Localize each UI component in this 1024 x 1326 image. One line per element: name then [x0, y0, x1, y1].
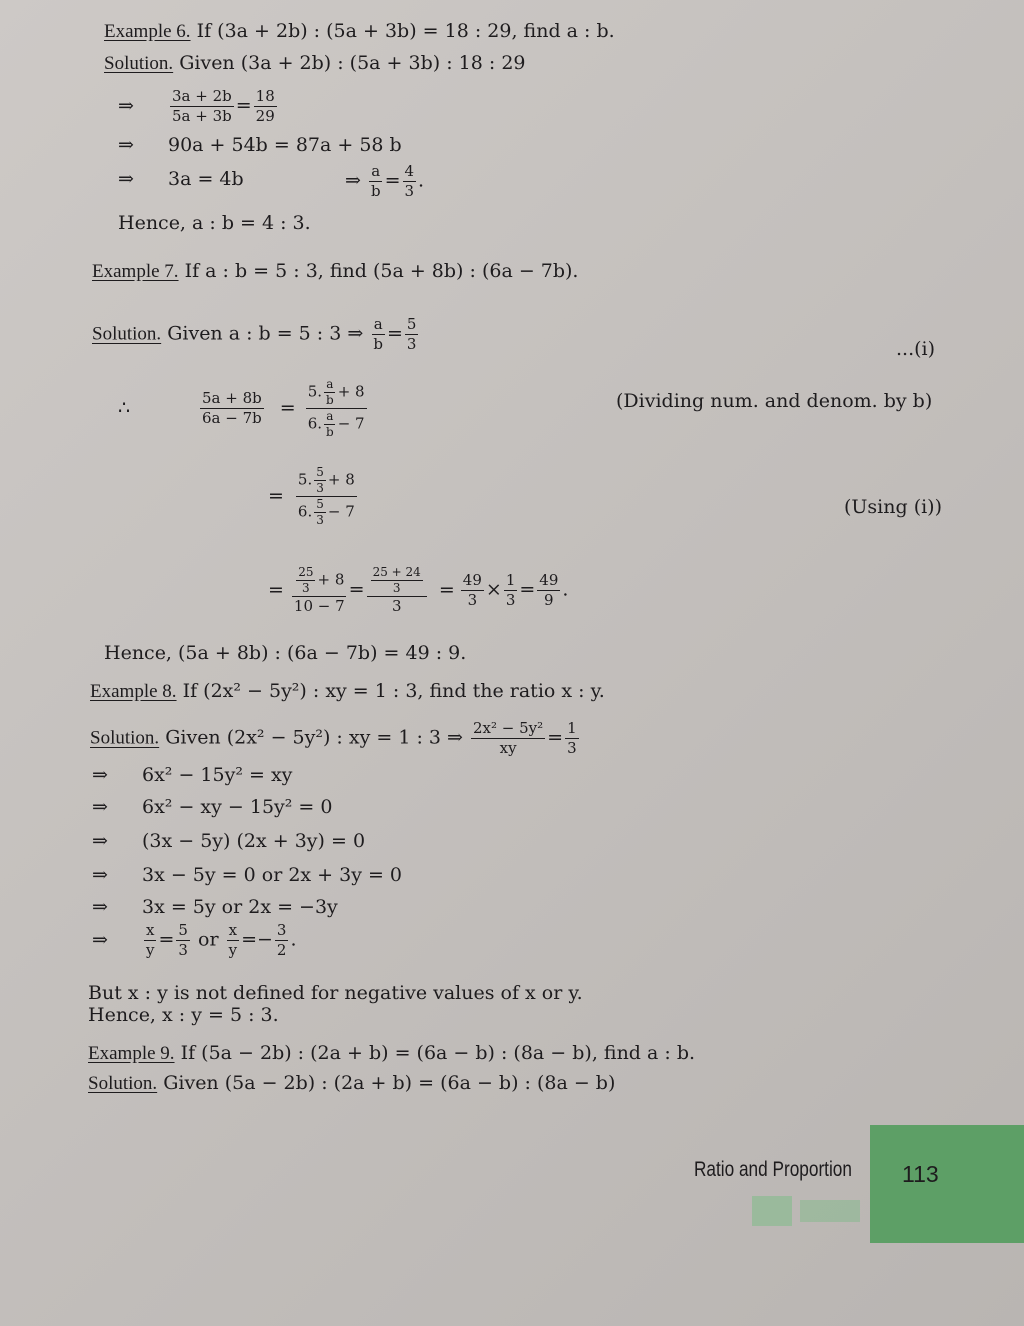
example-question: If a : b = 5 : 3, find (5a + 8b) : (6a − 7b).	[184, 260, 579, 282]
compound-fraction: 5. $\frac{a}{b}$ + 8 6. $\frac{a}{b}$ − 7	[307, 377, 365, 439]
chapter-title: Ratio and Proportion	[694, 1158, 852, 1181]
example-question: If (5a − 2b) : (2a + b) = (6a − b) : (8a − b), find a : b.	[180, 1042, 696, 1064]
solution-label: Solution.	[88, 1073, 158, 1094]
decorative-block	[800, 1200, 860, 1222]
step-line: ⇒ 6x² − 15y² = xy	[92, 764, 293, 786]
example-7-heading	[92, 260, 578, 283]
side-note: (Dividing num. and denom. by b)	[616, 390, 933, 412]
fraction: $\frac{3a + 2b}{5a + 3b}$	[172, 87, 232, 125]
compound-fraction: $\frac{25}{3}$ + 8 10 − 7	[293, 565, 345, 615]
therefore-step: ∴ $\frac{5a + 8b}{6a - 7b}$ = 5. $\frac{a}{b}$ + 8 6. $\frac{a}{b}$ − 7	[118, 377, 365, 439]
step-line: ⇒ 90a + 54b = 87a + 58 b	[118, 134, 402, 156]
example-8-heading	[90, 680, 605, 703]
fraction: $\frac{5a + 8b}{6a - 7b}$	[202, 389, 262, 427]
fraction: $\frac{18}{29}$	[255, 87, 275, 125]
step-line: ⇒ $\frac{x}{y}$ = $\frac{5}{3}$ or $\frac{x}{y}$ =− $\frac{3}{2}$ .	[92, 921, 297, 959]
simplify-step: = $\frac{25}{3}$ + 8 10 − 7 = $\frac{\frac{25 + 24}{3}}{3}$ = $\frac{49}{3}$ × $\frac{1}{3}$ = $\frac{49}{9}$ .	[268, 565, 569, 615]
conclusion: Hence, a : b = 4 : 3.	[118, 212, 311, 234]
example-label: Example 6.	[104, 21, 191, 42]
given-text: Given (5a − 2b) : (2a + b) = (6a − b) : (8a − b)	[163, 1072, 616, 1094]
example-6-heading	[104, 20, 615, 43]
step-line: ⇒ $\frac{3a + 2b}{5a + 3b}$ = $\frac{18}{29}$	[118, 87, 275, 125]
fraction: $\frac{4}{3}$	[404, 162, 415, 200]
page-number: 113	[902, 1161, 939, 1187]
compound-fraction: 5. $\frac{5}{3}$ + 8 6. $\frac{5}{3}$ − 7	[297, 465, 355, 527]
solution-line	[104, 52, 526, 75]
fraction: $\frac{1}{3}$	[567, 719, 577, 757]
example-question: If (3a + 2b) : (5a + 3b) = 18 : 29, find a : b.	[196, 20, 615, 42]
solution-line	[88, 1072, 615, 1095]
given-text: Given a : b = 5 : 3	[167, 322, 342, 345]
substitution-step: = 5. $\frac{5}{3}$ + 8 6. $\frac{5}{3}$ − 7	[268, 465, 355, 527]
decorative-block	[752, 1196, 792, 1226]
step-line: ⇒ 3x − 5y = 0 or 2x + 3y = 0	[92, 864, 403, 886]
example-label: Example 8.	[90, 681, 177, 702]
step-line: ⇒ (3x − 5y) (2x + 3y) = 0	[92, 830, 366, 852]
example-label: Example 9.	[88, 1043, 175, 1064]
example-9-heading	[88, 1042, 695, 1065]
equation-ref: ...(i)	[896, 338, 936, 360]
given-text: Given (3a + 2b) : (5a + 3b) : 18 : 29	[179, 52, 526, 74]
example-label: Example 7.	[92, 261, 179, 282]
fraction: $\frac{\text{2x² − 5y²}}{xy}$	[473, 719, 544, 757]
step-line: ⇒ 3x = 5y or 2x = −3y	[92, 896, 338, 918]
side-note: (Using (i))	[844, 496, 943, 518]
solution-line: Solution. Given a : b = 5 : 3 ⇒ $\frac{a}{b}$ = $\frac{5}{3}$	[92, 315, 417, 353]
given-text: Given (2x² − 5y²) : xy = 1 : 3 ⇒	[165, 726, 463, 749]
conclusion: Hence, (5a + 8b) : (6a − 7b) = 49 : 9.	[104, 642, 467, 664]
fraction: $\frac{a}{b}$	[373, 315, 383, 353]
fraction: $\frac{5}{3}$	[406, 315, 417, 353]
step-line: ⇒ $\frac{a}{b}$ = $\frac{4}{3}$ .	[345, 162, 425, 200]
solution-label: Solution.	[92, 323, 162, 345]
step-line: ⇒ 3a = 4b	[118, 168, 244, 190]
page-number-tab	[870, 1125, 1024, 1243]
solution-label: Solution.	[104, 53, 174, 74]
compound-fraction: $\frac{\frac{25 + 24}{3}}{3}$	[367, 566, 427, 615]
remark: But x : y is not defined for negative values of x or y.	[88, 982, 583, 1004]
solution-line: Solution. Given (2x² − 5y²) : xy = 1 : 3 ⇒ $\frac{\text{2x² − 5y²}}{xy}$ = $\frac{1}{3}$	[90, 719, 577, 757]
fraction: $\frac{a}{b}$	[370, 162, 381, 200]
conclusion: Hence, x : y = 5 : 3.	[88, 1004, 279, 1026]
example-question: If (2x² − 5y²) : xy = 1 : 3, find the ratio x : y.	[182, 680, 605, 702]
solution-label: Solution.	[90, 727, 160, 749]
step-line: ⇒ 6x² − xy − 15y² = 0	[92, 796, 333, 818]
